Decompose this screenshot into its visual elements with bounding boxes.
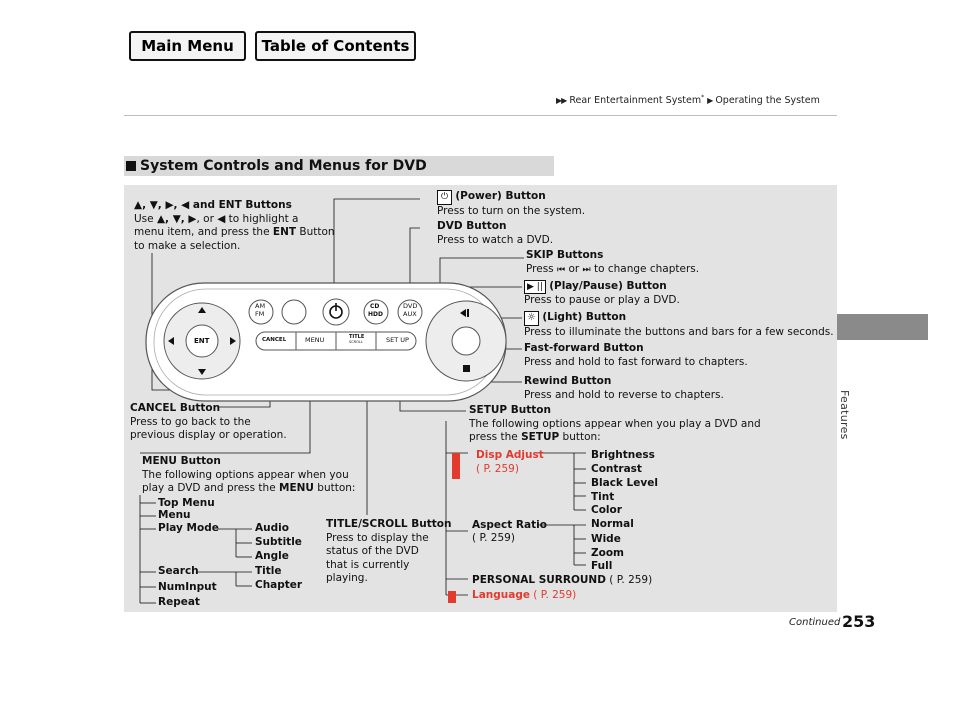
rewind-desc: Press and hold to reverse to chapters. [524, 388, 724, 401]
personal-surround: PERSONAL SURROUND ( P. 259) [472, 574, 653, 586]
ff-title: Fast-forward Button [524, 342, 644, 354]
breadcrumb-arrow-icon: ▶ [707, 96, 713, 106]
menu-tree-play-mode: Play Mode [158, 522, 219, 534]
dvd-callout [437, 220, 553, 247]
language-label[interactable]: Language [472, 589, 530, 601]
arrows-title: and ENT Buttons [192, 199, 292, 211]
continued-label: Continued [789, 617, 841, 628]
remote-cancel-label: CANCEL [262, 337, 287, 343]
personal-surround-ref[interactable]: P. 259 [616, 574, 649, 586]
arrows-line2-ent: ENT [272, 226, 297, 238]
rewind-title: Rewind Button [524, 375, 612, 387]
diagram-panel [124, 185, 837, 612]
disp-adjust-ref-text[interactable]: P. 259 [483, 463, 515, 475]
arrows-line1b: , or [196, 212, 214, 225]
setup-callout [469, 404, 761, 445]
aspect-ratio-label: Aspect Ratio [472, 519, 547, 531]
remote-setup-label: SET UP [386, 336, 409, 344]
breadcrumb-part2: Operating the System [715, 95, 820, 107]
play-desc: Press to pause or play a DVD. [524, 294, 680, 306]
setup-full: Full [591, 560, 613, 572]
setup-brightness: Brightness [591, 449, 655, 461]
breadcrumb [556, 94, 820, 106]
dvd-desc: Press to watch a DVD. [437, 233, 554, 246]
menu-desc1: The following options appear when you [142, 468, 349, 481]
setup-desc1: The following options appear when you play a DVD and [469, 417, 761, 430]
ff-desc: Press and hold to fast forward to chapters. [524, 355, 748, 368]
ff-callout [524, 342, 748, 369]
aspect-ratio-ref[interactable]: ( P. 259) [472, 532, 515, 544]
language-ref[interactable]: P. 259 [540, 589, 573, 601]
language-marker [448, 591, 456, 603]
side-tab-label: Features [838, 390, 851, 440]
menu-tree-chapter: Chapter [255, 579, 303, 591]
light-title: (Light) Button [542, 311, 627, 323]
menu-tree-search: Search [158, 565, 199, 577]
arrows-line1c: to highlight a [228, 212, 299, 225]
menu-desc2a: play a DVD and press the [142, 482, 276, 494]
title-scroll-title: TITLE/SCROLL Button [326, 518, 452, 530]
table-of-contents-button[interactable]: Table of Contents [255, 31, 416, 61]
header-divider [124, 115, 837, 116]
rewind-callout [524, 375, 724, 402]
menu-tree-numinput: NumInput [158, 581, 217, 593]
breadcrumb-arrow-icon: ▶▶ [556, 96, 567, 106]
remote-am-label: AM [255, 302, 266, 310]
remote-cd-label: CD [370, 303, 380, 310]
remote-scroll-label: SCROLL [349, 340, 363, 344]
play-callout [524, 280, 680, 308]
power-title: (Power) Button [455, 190, 546, 202]
arrows-ent-callout: ▲, ▼, ▶, ◀ and ENT Buttons Use ▲, ▼, ▶, or ◀ to highlight a menu item, and press the ENT Button to make a selection. [134, 199, 335, 252]
skip-desc-c: to change chapters. [593, 262, 700, 275]
menu-tree-top-menu: Top Menu [158, 497, 215, 509]
menu-tree-menu: Menu [158, 509, 191, 521]
setup-desc2-bold: SETUP [521, 431, 560, 443]
menu-callout [142, 455, 355, 496]
disp-adjust-marker [452, 453, 460, 479]
arrows-line2b: Button [299, 226, 335, 238]
light-desc: Press to illuminate the buttons and bars for a few seconds. [524, 326, 834, 338]
title-scroll-desc4: playing. [326, 572, 368, 584]
section-square-icon [126, 161, 136, 171]
power-desc: Press to turn on the system. [437, 205, 586, 217]
title-scroll-desc3: that is currently [326, 558, 410, 571]
cancel-title: CANCEL Button [130, 402, 221, 414]
remote-fm-label: FM [255, 310, 265, 318]
remote-title-label: TITLE [349, 334, 365, 340]
arrows-line3: to make a selection. [134, 239, 241, 252]
menu-desc2-bold: MENU [279, 482, 314, 494]
page-number: 253 [842, 612, 876, 631]
main-menu-button[interactable]: Main Menu [129, 31, 246, 61]
arrows-line2a: menu item, and press the [134, 226, 270, 238]
power-callout [437, 190, 585, 219]
menu-tree-subtitle: Subtitle [255, 536, 302, 548]
disp-adjust-label[interactable]: Disp Adjust [476, 449, 544, 461]
setup-contrast: Contrast [591, 463, 642, 475]
cancel-desc1: Press to go back to the [130, 415, 251, 428]
setup-tint: Tint [591, 491, 615, 503]
setup-desc2c: button: [562, 431, 601, 443]
title-scroll-callout [326, 518, 451, 586]
section-title-text: System Controls and Menus for DVD [140, 158, 427, 174]
menu-tree-repeat: Repeat [158, 596, 200, 608]
section-title [124, 156, 554, 176]
setup-title: SETUP Button [469, 404, 551, 416]
setup-normal: Normal [591, 518, 634, 530]
personal-surround-label: PERSONAL SURROUND [472, 574, 606, 586]
setup-wide: Wide [591, 533, 621, 545]
skip-desc-b: or [568, 262, 580, 275]
title-scroll-desc2: status of the DVD [326, 545, 419, 557]
setup-black-level: Black Level [591, 477, 658, 489]
cancel-desc2: previous display or operation. [130, 429, 287, 441]
title-scroll-desc1: Press to display the [326, 531, 429, 544]
menu-desc2c: button: [317, 482, 356, 494]
dvd-title: DVD Button [437, 220, 507, 232]
cancel-callout [130, 402, 287, 443]
setup-desc2a: press the [469, 431, 518, 443]
menu-tree-angle: Angle [255, 550, 289, 562]
breadcrumb-star: * [701, 94, 705, 101]
menu-title: MENU Button [142, 455, 221, 467]
remote-hdd-label: HDD [368, 311, 383, 318]
setup-color: Color [591, 504, 622, 516]
remote-aux-label: AUX [403, 310, 417, 318]
light-icon: ☼ [524, 311, 539, 326]
setup-zoom: Zoom [591, 547, 624, 559]
language-item[interactable]: Language ( P. 259) [472, 589, 577, 601]
skip-title: SKIP Buttons [526, 249, 604, 261]
menu-tree-audio: Audio [255, 522, 289, 534]
play-pause-icon: ▶ || [524, 280, 546, 294]
side-tab [832, 314, 928, 340]
power-icon: ⏻ [437, 190, 452, 205]
remote-menu-label: MENU [305, 336, 325, 344]
aspect-ratio-ref-text[interactable]: P. 259 [479, 532, 511, 544]
arrows-line1a: Use [134, 212, 154, 225]
play-title: (Play/Pause) Button [549, 280, 667, 292]
breadcrumb-part1[interactable]: Rear Entertainment System [569, 95, 702, 107]
skip-desc-a: Press [526, 262, 554, 275]
remote-ent-label: ENT [194, 337, 210, 345]
skip-callout [526, 249, 699, 277]
menu-tree-title: Title [255, 565, 282, 577]
light-callout [524, 311, 834, 340]
skip-back-icon: ⏮ [556, 264, 566, 275]
remote-dvd-label: DVD [403, 302, 418, 310]
skip-forward-icon: ⏭ [582, 264, 591, 275]
disp-adjust-ref[interactable]: ( P. 259) [476, 463, 519, 475]
